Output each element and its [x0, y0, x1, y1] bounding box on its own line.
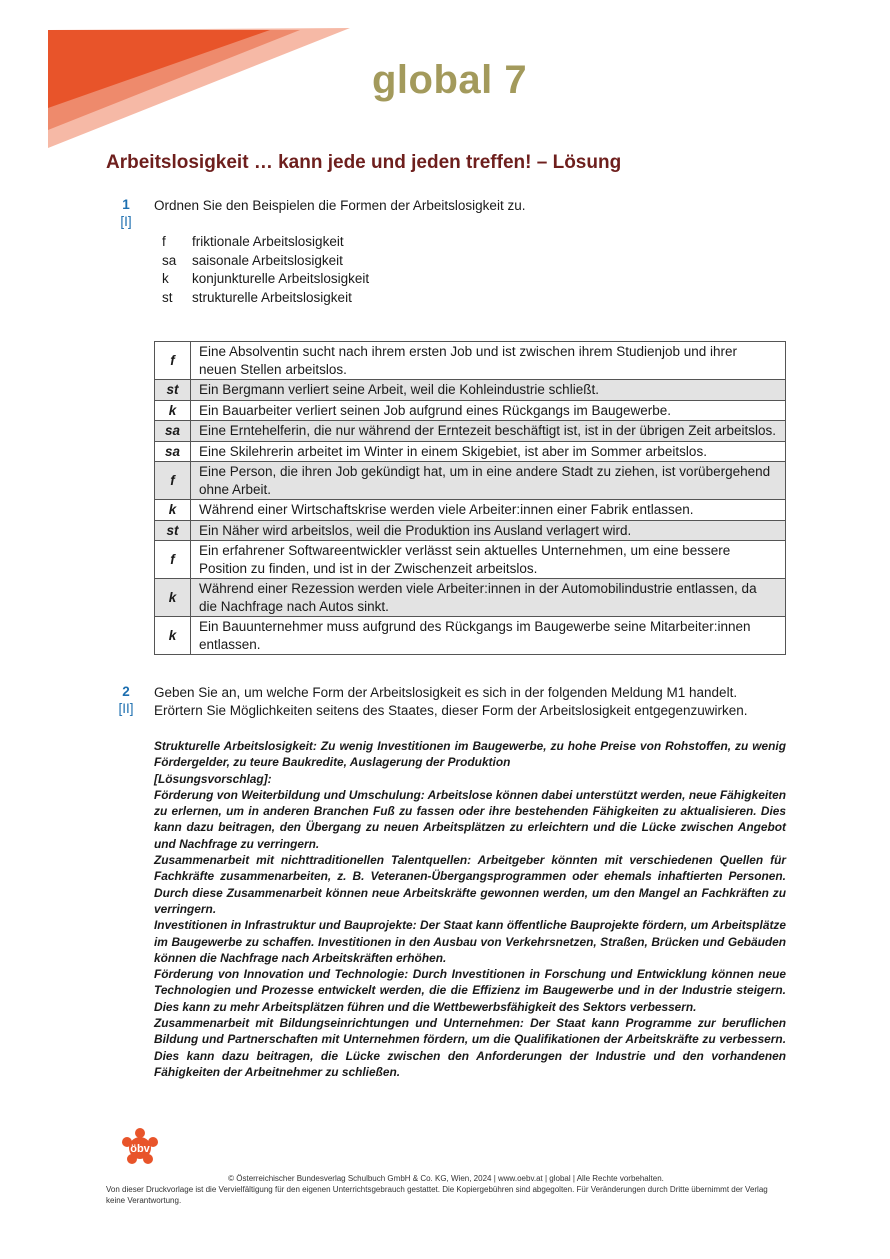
footer-notice: Von dieser Druckvorlage ist die Vervielfältigung für den eigenen Unterrichtsgebrauch gestattet. Die Kopiergebühren sind abgegolten. Für Veränderungen durch Dritte übernimmt der Verlag keine Verantwortung. — [106, 1185, 768, 1205]
oebv-logo — [118, 1126, 162, 1170]
page-title: Arbeitslosigkeit … kann jede und jeden treffen! – Lösung — [106, 152, 622, 173]
example-text: Während einer Rezession werden viele Arbeiter:innen in der Automobilindustrie entlassen, da die Nachfrage nach Autos sinkt. — [191, 579, 786, 617]
table-row — [155, 342, 786, 380]
footer — [106, 1173, 786, 1206]
solution-paragraph: Investitionen in Infrastruktur und Bauprojekte: Der Staat kann öffentliche Bauprojekte fördern, um Arbeitsplätze im Baugewerbe zu schaffen. Investitionen in den Ausbau von Verkehrsnetzen, Straßen, Brücken und Gebäuden können die Nachfrage nach Arbeitskräften erhöhen. — [154, 918, 786, 965]
legend-label: strukturelle Arbeitslosigkeit — [192, 289, 352, 305]
answer-code: k — [155, 617, 191, 655]
answer-code: f — [155, 541, 191, 579]
solution-paragraph: Zusammenarbeit mit Bildungseinrichtungen und Unternehmen: Der Staat kann Programme zur beruflichen Bildung und Partnerschaften mit Unternehmen fördern, um die Qualifikationen der Arbeitskräfte zu verbessern. Dies kann dazu beitragen, die Lücke zwischen den Anforderungen der Industrie und den vorhandenen Fähigkeiten der Arbeitnehmer zu schließen. — [154, 1016, 786, 1079]
table-row — [155, 520, 786, 541]
task-level: [II] — [118, 701, 134, 716]
table-row — [155, 441, 786, 462]
legend-item — [162, 270, 369, 289]
table-row — [155, 541, 786, 579]
answer-code: k — [155, 500, 191, 521]
task-level: [I] — [120, 214, 132, 229]
answer-code: k — [155, 400, 191, 421]
task-2-number — [106, 684, 146, 716]
task-number: 2 — [122, 684, 130, 699]
legend-abbr: sa — [162, 252, 177, 268]
example-text: Eine Absolventin sucht nach ihrem ersten Job und ist zwischen ihrem Studienjob und ihrer neuen Stellen arbeitslos. — [191, 342, 786, 380]
task-number: 1 — [122, 197, 130, 212]
table-row — [155, 617, 786, 655]
legend-item — [162, 252, 369, 271]
example-text: Ein Näher wird arbeitslos, weil die Produktion ins Ausland verlagert wird. — [191, 520, 786, 541]
logo-text: öbv — [130, 1143, 150, 1155]
answer-code: sa — [155, 421, 191, 442]
table-row — [155, 462, 786, 500]
brand-title: global 7 — [372, 58, 528, 102]
solution-paragraph: Förderung von Weiterbildung und Umschulung: Arbeitslose können dabei unterstützt werden, neue Fähigkeiten zu erlernen, um in anderen Branchen Fuß zu fassen oder ihre bestehenden Fähigkeiten zu aktualisieren. Dies kann dazu beitragen, den Übergang zu neuen Arbeitsplätzen zu erleichtern und die Lücke zwischen Angebot und Nachfrage zu verringern. — [154, 787, 786, 851]
table-row — [155, 400, 786, 421]
answer-code: f — [155, 342, 191, 380]
task-1-instruction: Ordnen Sie den Beispielen die Formen der Arbeitslosigkeit zu. — [154, 198, 526, 213]
solution-paragraph: [Lösungsvorschlag]: — [154, 771, 272, 786]
table-row — [155, 500, 786, 521]
legend — [162, 233, 369, 307]
example-text: Ein Bauunternehmer muss aufgrund des Rückgangs im Baugewerbe seine Mitarbeiter:innen entlassen. — [191, 617, 786, 655]
answer-code: f — [155, 462, 191, 500]
task-2-instruction-2: Erörtern Sie Möglichkeiten seitens des Staates, dieser Form der Arbeitslosigkeit entgegenzuwirken. — [154, 703, 748, 718]
example-text: Ein Bergmann verliert seine Arbeit, weil die Kohleindustrie schließt. — [191, 380, 786, 401]
legend-item — [162, 233, 369, 252]
example-text: Ein Bauarbeiter verliert seinen Job aufgrund eines Rückgangs im Baugewerbe. — [191, 400, 786, 421]
legend-item — [162, 289, 369, 308]
task-1-number — [106, 197, 146, 229]
legend-abbr: st — [162, 289, 173, 305]
example-text: Eine Person, die ihren Job gekündigt hat, um in eine andere Stadt zu ziehen, ist vorübergehend ohne Arbeit. — [191, 462, 786, 500]
example-text: Eine Erntehelferin, die nur während der Erntezeit beschäftigt ist, ist in der übrigen Zeit arbeitslos. — [191, 421, 786, 442]
corner-decoration — [0, 0, 360, 160]
solution-paragraph: Zusammenarbeit mit nichttraditionellen Talentquellen: Arbeitgeber könnten mit verschiedenen Quellen für Fachkräfte zusammenarbeiten, z. B. Veteranen-Übergangsprogrammen oder ehemals inhaftierten Personen. Durch diese Zusammenarbeit können neue Arbeitskräfte gewonnen werden, um den Mangel an Fachkräften zu verringern. — [154, 853, 786, 916]
table-row — [155, 579, 786, 617]
example-text: Während einer Wirtschaftskrise werden viele Arbeiter:innen einer Fabrik entlassen. — [191, 500, 786, 521]
legend-label: konjunkturelle Arbeitslosigkeit — [192, 271, 370, 286]
legend-label: friktionale Arbeitslosigkeit — [192, 234, 344, 249]
legend-label: saisonale Arbeitslosigkeit — [192, 252, 343, 268]
legend-abbr: k — [162, 271, 169, 286]
legend-abbr: f — [162, 234, 166, 249]
answer-code: k — [155, 579, 191, 617]
solution-text — [154, 738, 786, 1080]
task-2-instruction-1: Geben Sie an, um welche Form der Arbeitslosigkeit es sich in der folgenden Meldung M1 handelt. — [154, 685, 738, 700]
answer-table — [154, 341, 786, 655]
table-row — [155, 380, 786, 401]
example-text: Eine Skilehrerin arbeitet im Winter in einem Skigebiet, ist aber im Sommer arbeitslos. — [191, 441, 786, 462]
example-text: Ein erfahrener Softwareentwickler verlässt sein aktuelles Unternehmen, um eine bessere Position zu finden, und ist in der Zwischenzeit arbeitslos. — [191, 541, 786, 579]
answer-code: sa — [155, 441, 191, 462]
answer-code: st — [155, 380, 191, 401]
solution-paragraph: Förderung von Innovation und Technologie: Durch Investitionen in Forschung und Entwicklung können neue Technologien und Prozesse entwickelt werden, die die Effizienz im Baugewerbe und in der Industrie steigern. Dies kann zu mehr Arbeitsplätzen führen und die Wettbewerbsfähigkeit des Sektors verbessern. — [154, 967, 786, 1014]
solution-paragraph: Strukturelle Arbeitslosigkeit: Zu wenig Investitionen im Baugewerbe, zu hohe Preise von Rohstoffen, zu wenig Fördergelder, zu teure Baukredite, Auslagerung der Produktion — [154, 739, 786, 770]
answer-code: st — [155, 520, 191, 541]
table-row — [155, 421, 786, 442]
footer-copyright: © Österreichischer Bundesverlag Schulbuch GmbH & Co. KG, Wien, 2024 | www.oebv.at | global | Alle Rechte vorbehalten. — [228, 1174, 664, 1183]
